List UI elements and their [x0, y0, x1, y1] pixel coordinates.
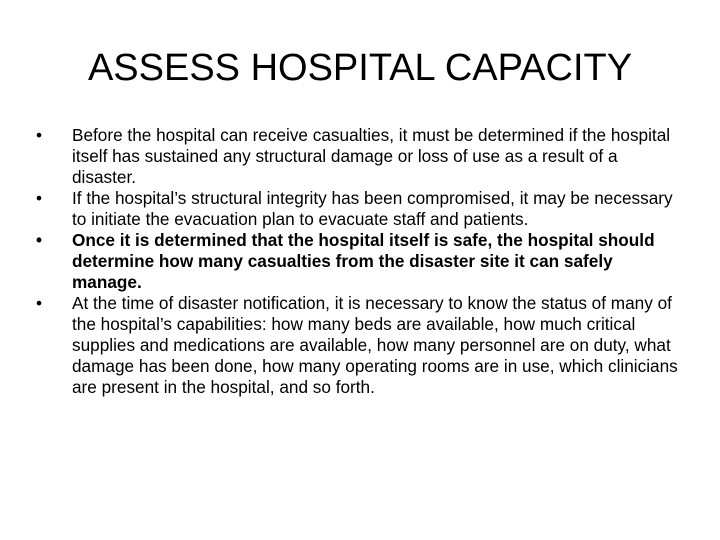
bullet-item: [36, 293, 686, 398]
bullet-item: [36, 188, 686, 230]
bullet-item-emphasized: [36, 230, 686, 293]
bullet-glyph: •: [36, 188, 43, 208]
bullet-list: [36, 125, 686, 398]
bullet-glyph: •: [36, 293, 43, 313]
bullet-glyph: •: [36, 230, 43, 250]
bullet-text: At the time of disaster notification, it is necessary to know the status of many of the hospital’s capabilities: how many beds are available, how much critical supplies and medications are available, how many personnel are on duty, what damage has been done, how many operating rooms are in use, which clinicians are present in the hospital, and so forth.: [72, 293, 678, 397]
bullet-glyph: •: [36, 125, 43, 145]
bullet-text: Once it is determined that the hospital itself is safe, the hospital should determine how many casualties from the disaster site it can safely manage.: [72, 230, 655, 292]
bullet-text: If the hospital’s structural integrity has been compromised, it may be necessary to initiate the evacuation plan to evacuate staff and patients.: [72, 188, 673, 229]
bullet-item: [36, 125, 686, 188]
slide-title: ASSESS HOSPITAL CAPACITY: [87, 47, 633, 89]
bullet-text: Before the hospital can receive casualties, it must be determined if the hospital itself has sustained any structural damage or loss of use as a result of a disaster.: [72, 125, 671, 187]
